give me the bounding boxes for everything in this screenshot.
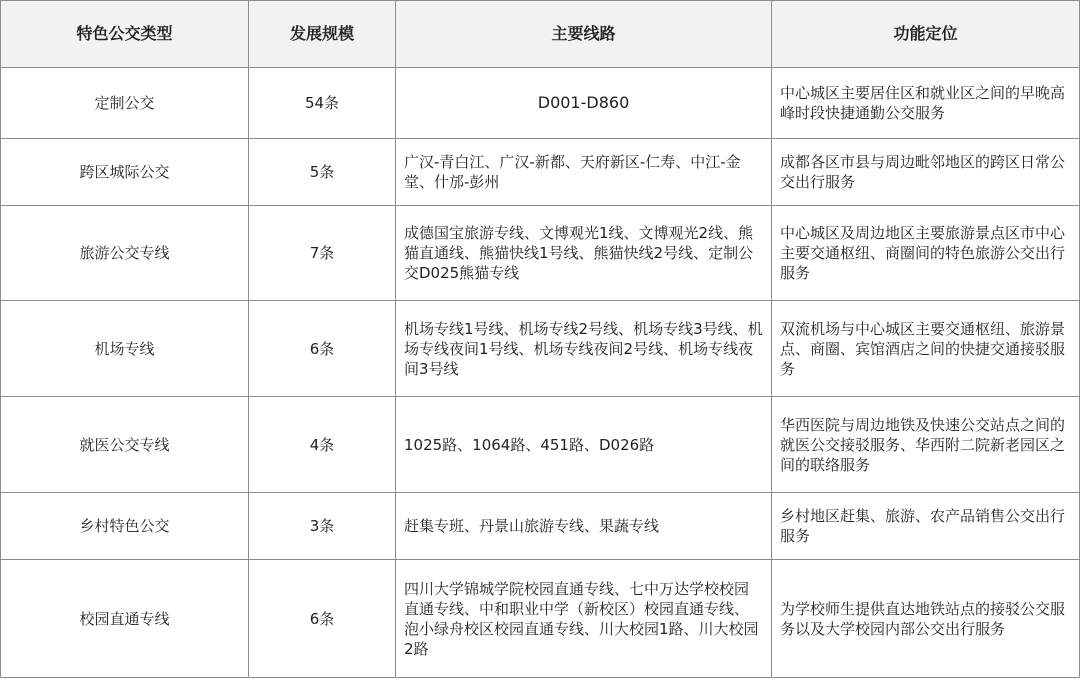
cell-function: 乡村地区赶集、旅游、农产品销售公交出行服务 [772, 493, 1080, 560]
header-type: 特色公交类型 [1, 1, 249, 68]
header-scale: 发展规模 [249, 1, 396, 68]
table-row [1, 560, 1080, 678]
cell-routes: 1025路、1064路、451路、D026路 [396, 397, 772, 493]
cell-scale: 7条 [249, 206, 396, 301]
table-row [1, 68, 1080, 139]
table-row [1, 206, 1080, 301]
cell-type: 定制公交 [1, 68, 249, 139]
cell-routes: 赶集专班、丹景山旅游专线、果蔬专线 [396, 493, 772, 560]
cell-routes: D001-D860 [396, 68, 772, 139]
cell-function: 成都各区市县与周边毗邻地区的跨区日常公交出行服务 [772, 139, 1080, 206]
table-header-row [1, 1, 1080, 68]
cell-routes: 机场专线1号线、机场专线2号线、机场专线3号线、机场专线夜间1号线、机场专线夜间2号线、机场专线夜间3号线 [396, 301, 772, 397]
cell-scale: 6条 [249, 301, 396, 397]
cell-function: 中心城区及周边地区主要旅游景点区市中心主要交通枢纽、商圈间的特色旅游公交出行服务 [772, 206, 1080, 301]
cell-function: 华西医院与周边地铁及快速公交站点之间的就医公交接驳服务、华西附二院新老园区之间的联络服务 [772, 397, 1080, 493]
cell-type: 乡村特色公交 [1, 493, 249, 560]
header-routes: 主要线路 [396, 1, 772, 68]
cell-type: 跨区城际公交 [1, 139, 249, 206]
cell-scale: 6条 [249, 560, 396, 678]
header-function: 功能定位 [772, 1, 1080, 68]
cell-type: 校园直通专线 [1, 560, 249, 678]
table-row [1, 139, 1080, 206]
cell-scale: 54条 [249, 68, 396, 139]
cell-scale: 3条 [249, 493, 396, 560]
cell-type: 旅游公交专线 [1, 206, 249, 301]
cell-function: 为学校师生提供直达地铁站点的接驳公交服务以及大学校园内部公交出行服务 [772, 560, 1080, 678]
cell-function: 双流机场与中心城区主要交通枢纽、旅游景点、商圈、宾馆酒店之间的快捷交通接驳服务 [772, 301, 1080, 397]
table-row [1, 493, 1080, 560]
cell-type: 机场专线 [1, 301, 249, 397]
cell-scale: 5条 [249, 139, 396, 206]
cell-routes: 成德国宝旅游专线、文博观光1线、文博观光2线、熊猫直通线、熊猫快线1号线、熊猫快线2号线、定制公交D025熊猫专线 [396, 206, 772, 301]
table-row [1, 301, 1080, 397]
cell-routes: 广汉-青白江、广汉-新都、天府新区-仁寿、中江-金堂、什邡-彭州 [396, 139, 772, 206]
cell-scale: 4条 [249, 397, 396, 493]
cell-type: 就医公交专线 [1, 397, 249, 493]
cell-function: 中心城区主要居住区和就业区之间的早晚高峰时段快捷通勤公交服务 [772, 68, 1080, 139]
table-row [1, 397, 1080, 493]
cell-routes: 四川大学锦城学院校园直通专线、七中万达学校校园直通专线、中和职业中学（新校区）校园直通专线、泡小绿舟校区校园直通专线、川大校园1路、川大校园2路 [396, 560, 772, 678]
